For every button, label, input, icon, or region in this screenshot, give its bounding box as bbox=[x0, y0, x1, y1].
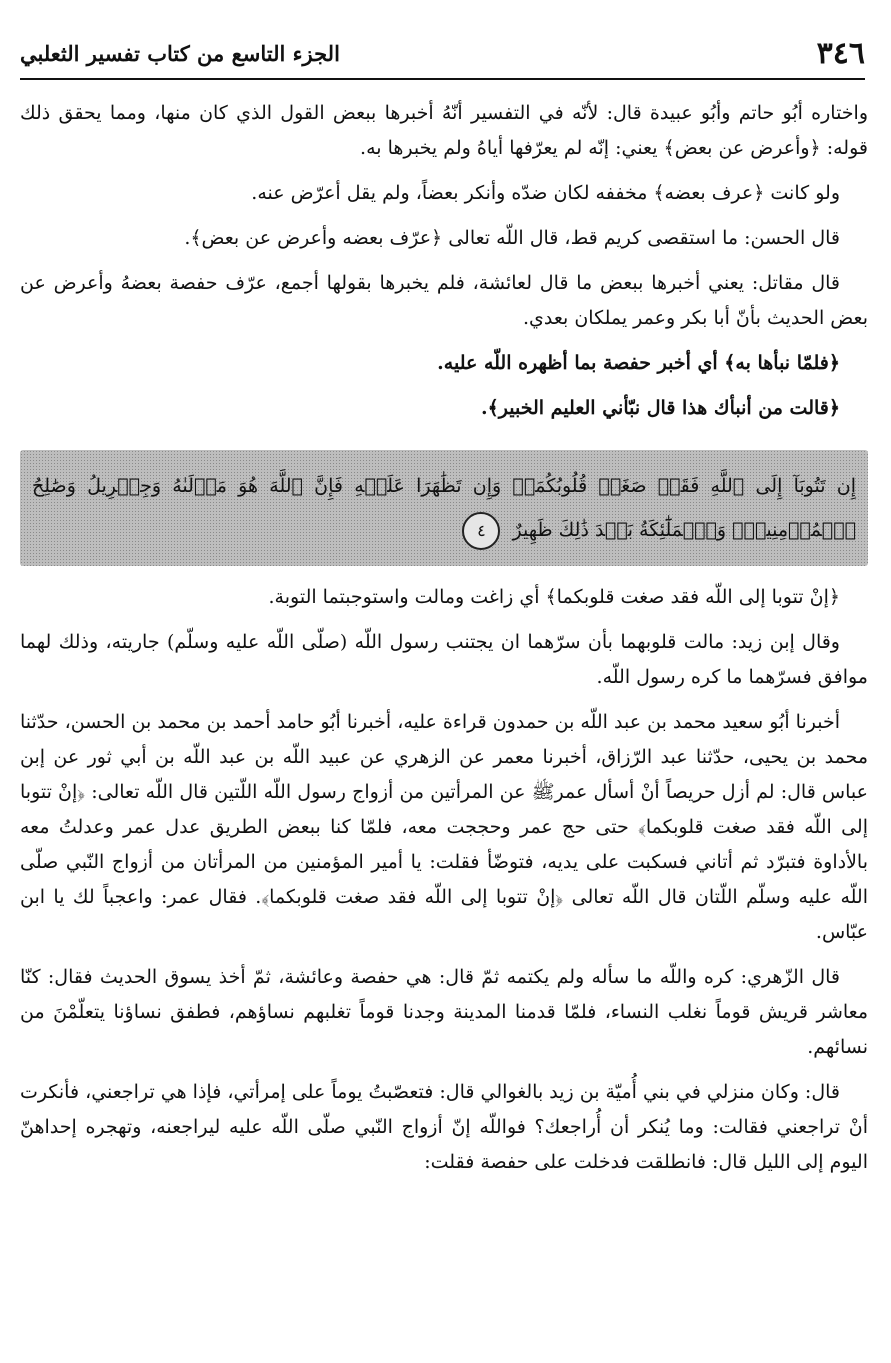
paragraph: قال: وكان منزلي في بني أُميّة بن زيد بالغوالي قال: فتعصّبتُ يوماً على إمرأتي، فإذا هي تراجعني، فأنكرت أنْ تراجعني فقالت: وما يُنكر أن أُراجعك؟ فواللّه إنّ أزواج النّبي صلّى اللّه عليه ليراجعنه، وتهجره إحداهنّ اليوم إلى الليل قال: فانطلقت فدخلت على حفصة فقلت: bbox=[20, 1081, 868, 1173]
paragraph: ﴿إنْ تتوبا إلى اللّه فقد صغت قلوبكما﴾ أي زاغت ومالت واستوجبتما التوبة. bbox=[268, 586, 840, 608]
paragraph: ولو كانت ﴿عرف بعضه﴾ مخففه لكان ضدّه وأنكر بعضاً، ولم يقل أعرّض عنه. bbox=[251, 182, 840, 204]
paragraph: وقال إبن زيد: مالت قلوبهما بأن سرّهما ان يجتنب رسول اللّه (صلّى اللّه عليه وسلّم) جاريته، وذلك لهما موافق فسرّهما ما كره رسول اللّه. bbox=[20, 631, 868, 688]
ayah-number-icon: ٤ bbox=[462, 512, 500, 550]
paragraph: قال مقاتل: يعني أخبرها ببعض ما قال لعائشة، فلم يخبرها بقولها أجمع، عرّف حفصة بعضهُ وأعرض عن بعض الحديث بأنّ أبا بكر وعمر يملكان بعدي. bbox=[20, 272, 868, 329]
paragraph: قال الحسن: ما استقصى كريم قط، قال اللّه تعالى ﴿عرّف بعضه وأعرض عن بعض﴾. bbox=[184, 227, 840, 249]
quran-verse-box bbox=[20, 450, 868, 566]
page-header bbox=[20, 30, 865, 76]
paragraph: قال الزّهري: كره واللّه ما سأله ولم يكتمه ثمّ قال: هي حفصة وعائشة، ثمّ أخذ يسوق الحديث فقال: كنّا معاشر قريش قوماً نغلب النساء، فلمّا قدمنا المدينة وجدنا قوماً تغلبهم نساؤهم، فطفق نساؤنا يتعلّمْنَ من نسائهم. bbox=[20, 966, 868, 1058]
header-rule bbox=[20, 78, 865, 80]
paragraph: واختاره أبُو حاتم وأبُو عبيدة قال: لأنّه في التفسير أنّهُ أخبرها ببعض القول الذي كان منها، ومما يحقق ذلك قوله: ﴿وأعرض عن بعض﴾ يعني: إنّه لم يعرّفها أياهُ ولم يخبرها به. bbox=[20, 102, 868, 159]
page-body bbox=[20, 96, 868, 1353]
quran-verse-text: إِن تَتُوبَآ إِلَى ٱللَّهِ فَقَدۡ صَغَتۡ قُلُوبُكُمَاۖ وَإِن تَظَٰهَرَا عَلَيۡهِ فَإِنَّ ٱللَّهَ هُوَ مَوۡلَىٰهُ وَجِبۡرِيلُ وَصَٰلِحُ ٱلۡمُؤۡمِنِينَۖ وَٱلۡمَلَٰٓئِكَةُ بَعۡدَ ذَٰلِكَ ظَهِيرٌ bbox=[32, 475, 856, 541]
paragraph: ﴿قالت من أنبأك هذا قال نبّأني العليم الخبير﴾. bbox=[481, 397, 840, 419]
running-title: الجزء التاسع من كتاب تفسير الثعلبي bbox=[20, 40, 340, 66]
page-number: ٣٤٦ bbox=[816, 35, 865, 71]
paragraph: أخبرنا أبُو سعيد محمد بن عبد اللّه بن حمدون قراءة عليه، أخبرنا أبُو حامد أحمد بن محمد بن الحسن، حدّثنا محمد بن يحيى، حدّثنا عبد الرّزاق، أخبرنا معمر عن الزهري عن عبيد اللّه بن عبد اللّه بن أبي ثور عن إبن عباس قال: لم أزل حريصاً أنْ أسأل عمرﷺ عن المرأتين من أزواج رسول اللّه اللّتين قال اللّه تعالى: ﴿إنْ تتوبا إلى اللّه فقد صغت قلوبكما﴾ حتى حج عمر وحججت معه، فلمّا كنا ببعض الطريق عدل عمر وعدلتُ معه بالأداوة فتبرّد ثم أتاني فسكبت على يديه، فتوضّأ فقلت: يا أمير المؤمنين من المرأتان من أزواج النّبي صلّى اللّه عليه وسلّم اللّتان قال اللّه تعالى ﴿إنْ تتوبا إلى اللّه فقد صغت قلوبكما﴾. فقال عمر: واعجباً لك يا ابن عبّاس. bbox=[20, 711, 868, 943]
paragraph: ﴿فلمّا نبأها به﴾ أي أخبر حفصة بما أظهره اللّه عليه. bbox=[437, 352, 840, 374]
